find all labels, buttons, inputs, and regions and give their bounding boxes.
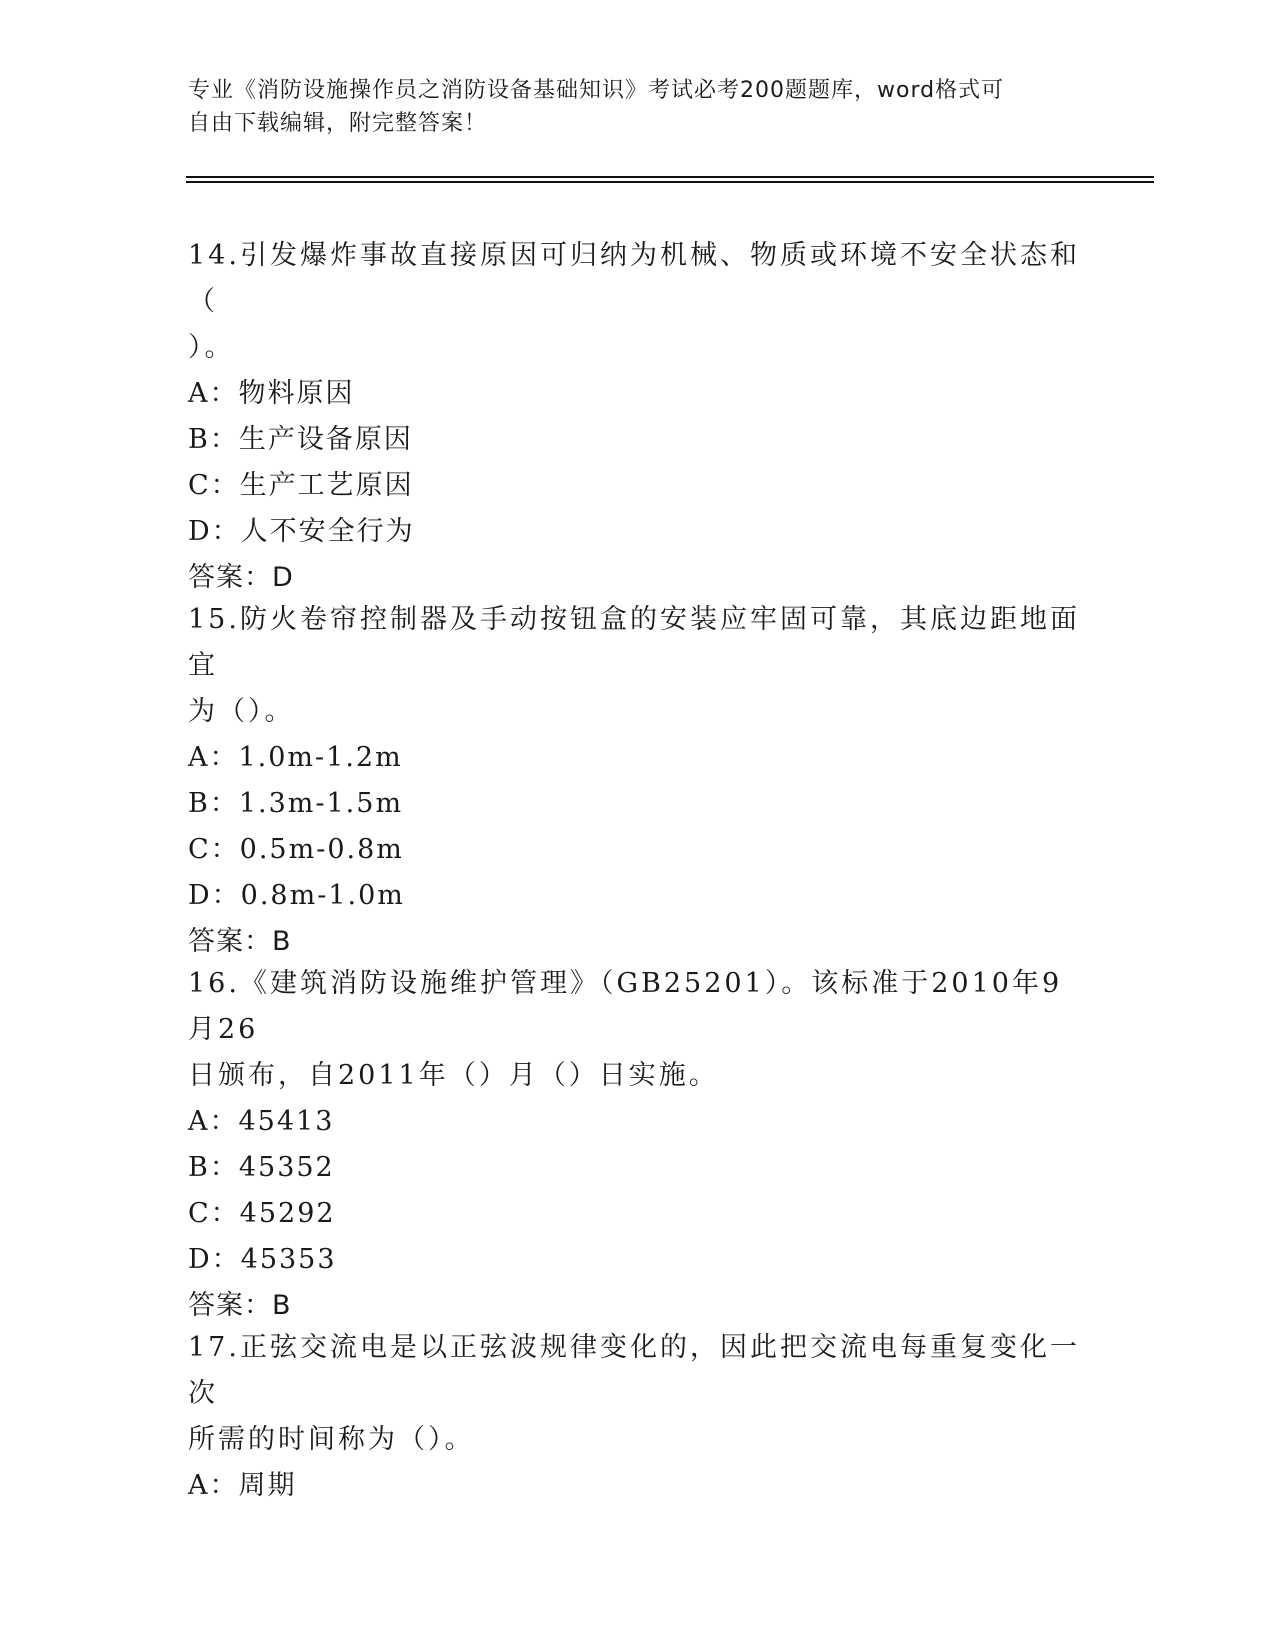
header-line-1: 专业《消防设施操作员之消防设备基础知识》考试必考200题题库，word格式可 (188, 78, 1005, 103)
option-b: B：1.3m-1.5m (188, 788, 404, 819)
option-d: D：45353 (188, 1244, 337, 1275)
option-c: C：45292 (188, 1198, 336, 1229)
option-b: B：45352 (188, 1152, 335, 1183)
option-c: C：生产工艺原因 (188, 470, 414, 501)
header-divider-top (186, 176, 1154, 178)
question-stem: 16.《建筑消防设施维护管理》（GB25201）。该标准于2010年9月26 (188, 968, 1063, 1045)
answer-line: 答案：B (188, 926, 292, 957)
option-a: A：周期 (188, 1470, 297, 1501)
question-15 (188, 597, 1088, 965)
question-17 (188, 1325, 1088, 1509)
document-header (188, 74, 1088, 140)
option-b: B：生产设备原因 (188, 424, 413, 455)
question-stem-continued: 日颁布，自2011年（）月（）日实施。 (188, 1060, 719, 1091)
answer-line: 答案：B (188, 1290, 292, 1321)
header-line-2: 自由下载编辑，附完整答案！ (188, 111, 488, 136)
option-a: A：45413 (188, 1106, 335, 1137)
question-stem: 17.正弦交流电是以正弦波规律变化的，因此把交流电每重复变化一次 (188, 1332, 1080, 1409)
question-stem-continued: 为（）。 (188, 696, 295, 727)
option-a: A：物料原因 (188, 378, 355, 409)
option-c: C：0.5m-0.8m (188, 834, 404, 865)
header-divider-bottom (186, 181, 1154, 183)
answer-line: 答案：D (188, 562, 294, 593)
question-16 (188, 961, 1088, 1329)
option-a: A：1.0m-1.2m (188, 742, 403, 773)
question-14 (188, 233, 1088, 601)
question-stem: 14.引发爆炸事故直接原因可归纳为机械、物质或环境不安全状态和（ (188, 240, 1080, 317)
option-d: D：0.8m-1.0m (188, 880, 405, 911)
question-stem-continued: ）。 (188, 332, 235, 363)
option-d: D：人不安全行为 (188, 516, 415, 547)
question-stem: 15.防火卷帘控制器及手动按钮盒的安装应牢固可靠，其底边距地面宜 (188, 604, 1080, 681)
question-stem-continued: 所需的时间称为（）。 (188, 1424, 475, 1455)
